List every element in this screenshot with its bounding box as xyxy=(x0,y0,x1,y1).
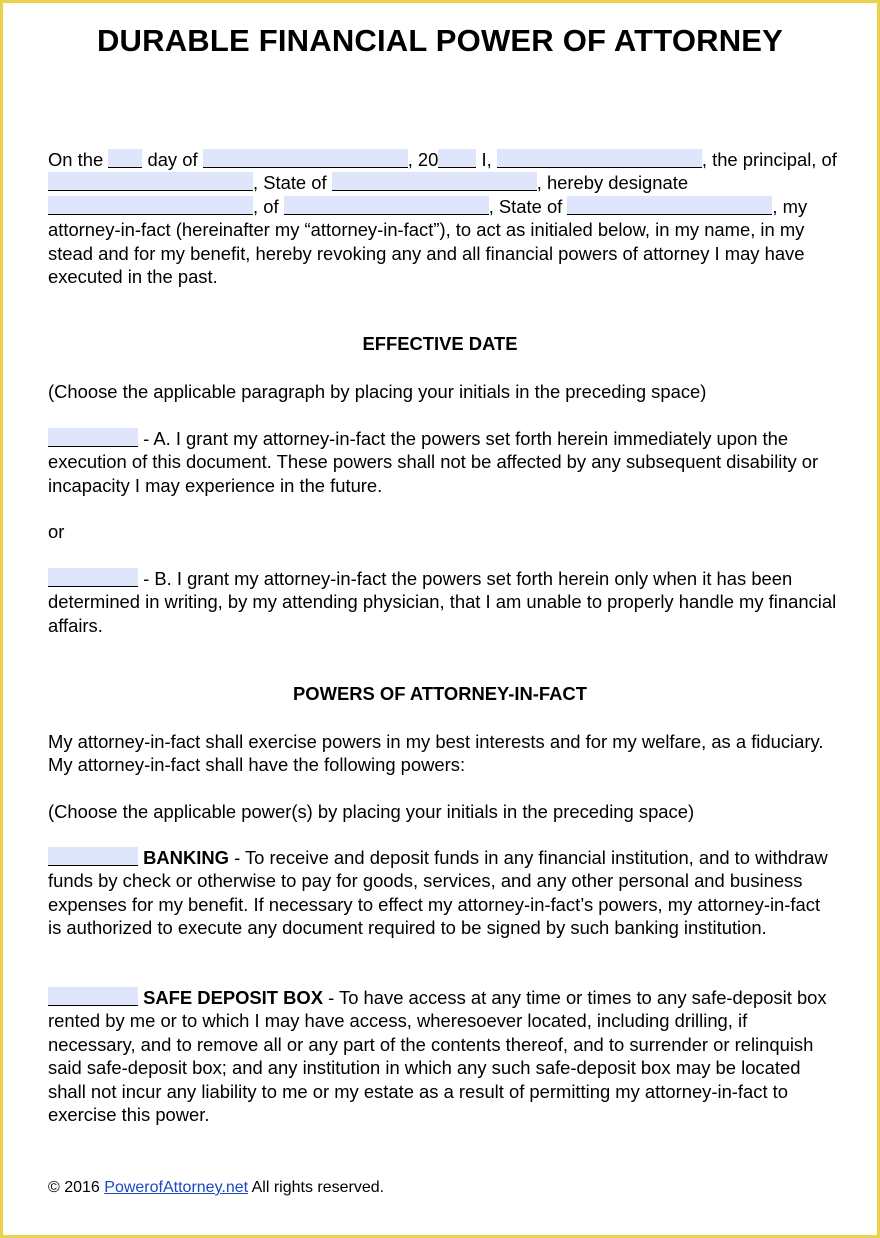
intro-text: , State of xyxy=(488,195,563,217)
banking-initials-field[interactable] xyxy=(48,847,138,866)
banking-title: BANKING xyxy=(143,847,229,868)
intro-text: attorney-in-fact (hereinafter my “attorney-in-fact”), to act as initialed below, in my name, in my stead and for my benefit, hereby revoking any and all financial powers of attorney I may have executed in the past. xyxy=(48,219,805,288)
powers-intro: My attorney-in-fact shall exercise powers in my best interests and for my welfare, as a fiduciary. My attorney-in-fact shall have the following powers: xyxy=(48,731,824,776)
safe-deposit-paragraph xyxy=(48,986,838,1126)
intro-text: On the xyxy=(48,149,104,170)
month-field[interactable] xyxy=(203,149,408,168)
day-field[interactable] xyxy=(108,149,142,168)
option-b-initials-field[interactable] xyxy=(48,568,138,587)
banking-paragraph xyxy=(48,846,838,940)
intro-text: principal, of xyxy=(742,149,837,170)
intro-text: , the xyxy=(701,149,738,170)
principal-city-field[interactable] xyxy=(48,172,253,191)
intro-text: , my xyxy=(772,195,808,217)
intro-text: , of xyxy=(253,195,279,217)
principal-state-field[interactable] xyxy=(332,172,537,191)
website-link[interactable]: PowerofAttorney.net xyxy=(104,1179,249,1196)
intro-text: , hereby designate xyxy=(536,172,689,194)
option-a-text: - A. I grant my attorney-in-fact the powers set forth herein immediately upon the execution of this document. These powers shall not be affected by any subsequent disability or incapacity I may experience in the future. xyxy=(48,428,819,496)
footer xyxy=(48,1179,384,1197)
copyright-text: © 2016 xyxy=(48,1179,100,1196)
intro-paragraph xyxy=(48,148,838,288)
option-a-initials-field[interactable] xyxy=(48,428,138,447)
safe-deposit-title: SAFE DEPOSIT BOX xyxy=(143,987,323,1008)
document-title: DURABLE FINANCIAL POWER OF ATTORNEY xyxy=(96,23,784,58)
intro-text: I, xyxy=(481,149,492,170)
intro-text: day of xyxy=(147,149,198,170)
powers-instruction: (Choose the applicable power(s) by placing your initials in the preceding space) xyxy=(48,801,695,822)
attorney-name-field[interactable] xyxy=(48,196,253,215)
rights-text: All rights reserved. xyxy=(251,1179,385,1196)
option-b-paragraph xyxy=(48,567,838,637)
year-field[interactable] xyxy=(438,149,476,168)
banking-text: - To receive and deposit funds in any financial institution, and to withdraw funds by check or otherwise to pay for goods, services, and any other personal and business expenses for my benefit. If necessary to effect my attorney-in-fact’s powers, my attorney-in-fact is authorized to execute any document required to be signed by such banking institution. xyxy=(48,847,828,939)
safe-deposit-initials-field[interactable] xyxy=(48,987,138,1006)
safe-deposit-text: - To have access at any time or times to any safe-deposit box rented by me or to which I may have access, wheresoever located, including drilling, if necessary, and to remove all or any part of the contents thereof, and to surrender or relinquish said safe-deposit box; and any institution in which any such safe-deposit box may be located shall not incur any liability to me or my estate as a result of permitting my attorney-in-fact to exercise this power. xyxy=(48,987,827,1126)
or-text: or xyxy=(48,521,65,542)
effective-date-heading: EFFECTIVE DATE xyxy=(362,333,518,354)
option-a-paragraph xyxy=(48,427,838,497)
intro-text: , State of xyxy=(253,172,327,194)
principal-name-field[interactable] xyxy=(497,149,702,168)
attorney-city-field[interactable] xyxy=(284,196,489,215)
attorney-state-field[interactable] xyxy=(567,196,772,215)
powers-heading: POWERS OF ATTORNEY-IN-FACT xyxy=(293,683,587,704)
intro-text: , 20 xyxy=(407,149,439,170)
effective-date-instruction: (Choose the applicable paragraph by placing your initials in the preceding space) xyxy=(48,381,707,402)
option-b-text: - B. I grant my attorney-in-fact the powers set forth herein only when it has been determined in writing, by my attending physician, that I am unable to properly handle my financial affairs. xyxy=(48,568,837,636)
